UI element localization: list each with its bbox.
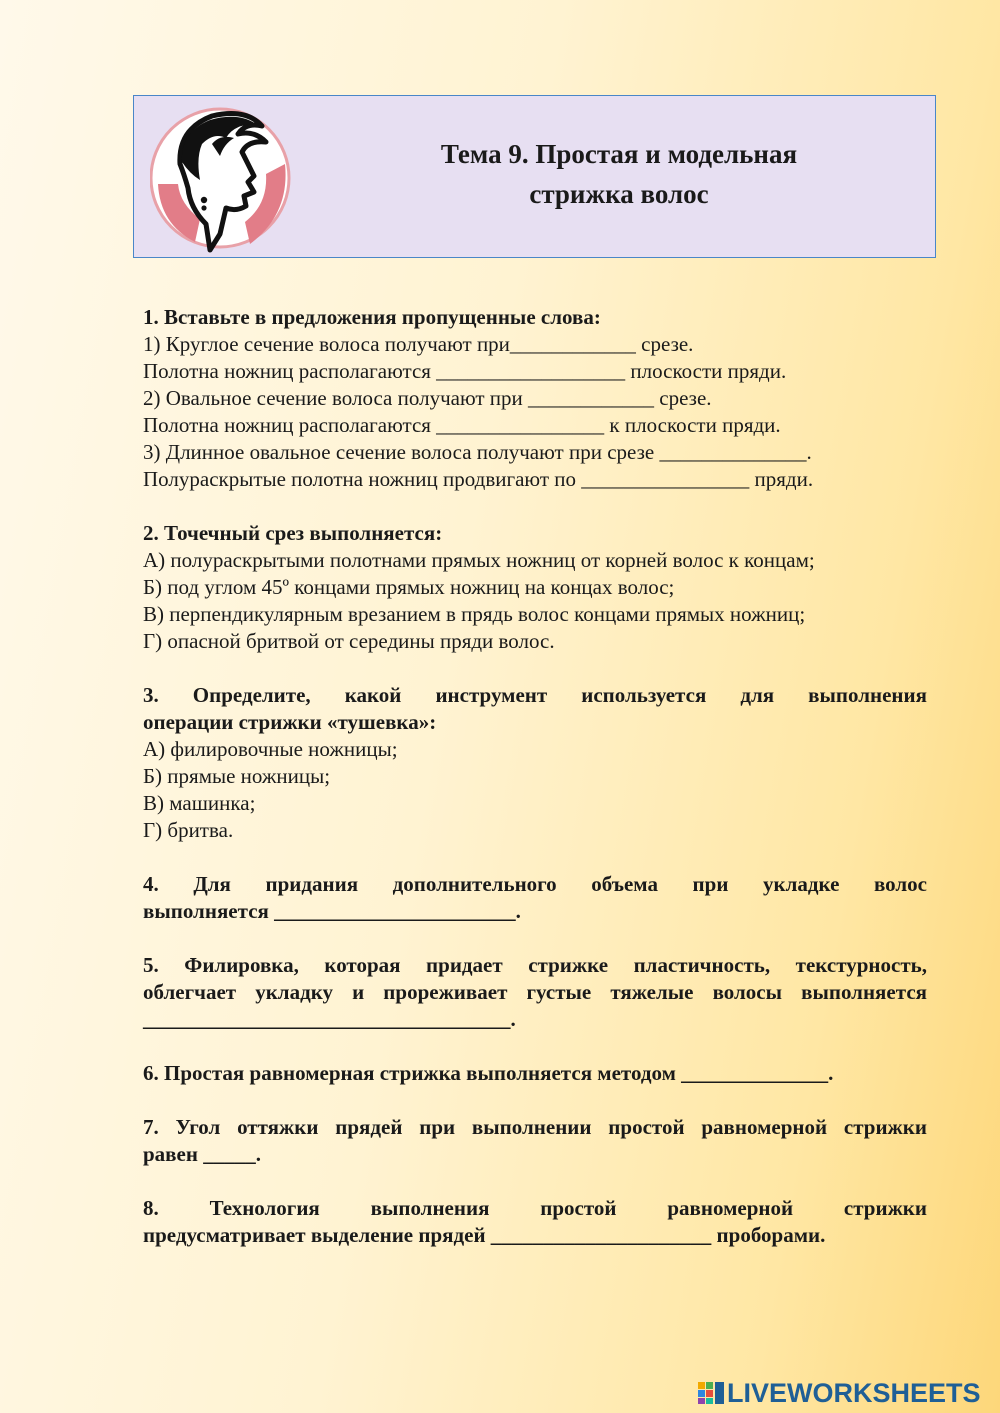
question-2-option-a: А) полураскрытыми полотнами прямых ножниц от корней волос к концам;: [143, 548, 815, 572]
question-5-line-2: облегчает укладку и прореживает густые тяжелые волосы выполняется: [143, 980, 927, 1004]
question-1-line-3: 2) Овальное сечение волоса получают при ____________ срезе.: [143, 386, 712, 410]
question-1-line-2: Полотна ножниц располагаются __________________ плоскости пряди.: [143, 359, 787, 383]
question-7-line-2: равен _____.: [143, 1142, 261, 1166]
question-2-option-d: Г) опасной бритвой от середины пряди волос.: [143, 629, 555, 653]
question-1-line-1: 1) Круглое сечение волоса получают при____________ срезе.: [143, 332, 694, 356]
question-4-line-2: выполняется _______________________.: [143, 899, 521, 923]
question-3-title-line-1: 3. Определите, какой инструмент используется для выполнения: [143, 683, 927, 707]
question-3-option-a: А) филировочные ножницы;: [143, 737, 398, 761]
question-6-line-1: 6. Простая равномерная стрижка выполняется методом ______________.: [143, 1061, 834, 1085]
question-3-option-d: Г) бритва.: [143, 818, 234, 842]
question-1-title: 1. Вставьте в предложения пропущенные слова:: [143, 305, 601, 329]
question-8-line-1: 8. Технология выполнения простой равномерной стрижки: [143, 1196, 927, 1220]
question-4-line-1: 4. Для придания дополнительного объема при укладке волос: [143, 872, 927, 896]
question-3-option-c: В) машинка;: [143, 791, 256, 815]
liveworksheets-logo-icon: [697, 1381, 725, 1405]
question-8-line-2: предусматривает выделение прядей _____________________ проборами.: [143, 1223, 826, 1247]
question-1-line-4: Полотна ножниц располагаются ________________ к плоскости пряди.: [143, 413, 781, 437]
question-3-option-b: Б) прямые ножницы;: [143, 764, 331, 788]
question-7-line-1: 7. Угол оттяжки прядей при выполнении простой равномерной стрижки: [143, 1115, 927, 1139]
question-2-title: 2. Точечный срез выполняется:: [143, 521, 443, 545]
page-title: [414, 134, 824, 214]
question-2-option-c: В) перпендикулярным врезанием в прядь волос концами прямых ножниц;: [143, 602, 806, 626]
liveworksheets-wordmark: LIVEWORKSHEETS: [727, 1377, 981, 1408]
worksheet-content: [143, 304, 927, 1249]
question-5-line-1: 5. Филировка, которая придает стрижке пластичность, текстурность,: [143, 953, 927, 977]
question-1-line-5: 3) Длинное овальное сечение волоса получают при срезе ______________.: [143, 440, 812, 464]
title-line-1: Тема 9. Простая и модельная: [440, 139, 798, 169]
title-banner: [133, 95, 936, 258]
question-5-line-3: ___________________________________.: [143, 1007, 516, 1031]
question-1-line-6: Полураскрытые полотна ножниц продвигают по ________________ пряди.: [143, 467, 814, 491]
question-2-option-b: Б) под углом 45º концами прямых ножниц на концах волос;: [143, 575, 675, 599]
woman-profile-haircut-icon: [150, 104, 292, 254]
title-line-2: стрижка волос: [529, 179, 709, 209]
liveworksheets-branding: [697, 1378, 981, 1408]
question-3-title-line-2: операции стрижки «тушевка»:: [143, 710, 437, 734]
